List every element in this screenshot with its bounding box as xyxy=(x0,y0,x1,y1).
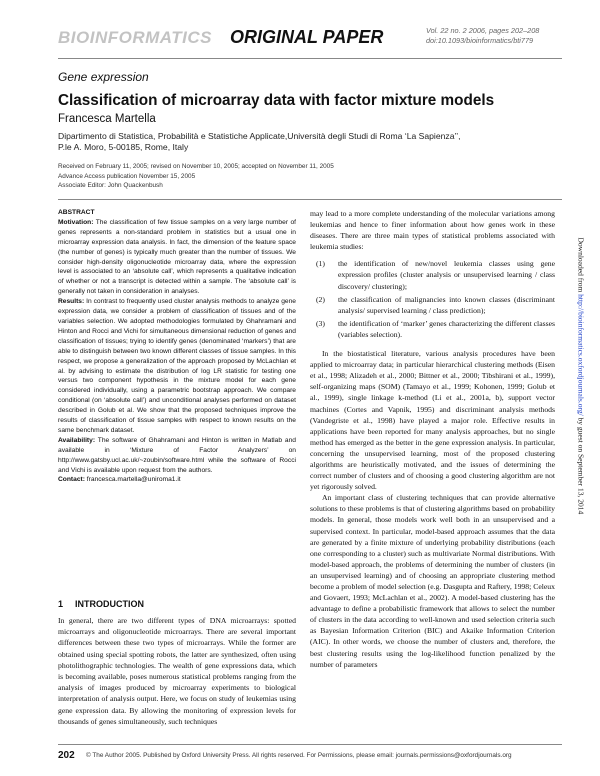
list-text: the classification of malignancies into known classes (discriminant analysis/ supervised learning / class prediction); xyxy=(338,294,555,315)
download-prefix: Downloaded from xyxy=(576,237,586,295)
paragraph: In the biostatistical literature, various analysis procedures have been applied to microarray data; in particular hierarchical clustering methods (Eisen et al., 1998; Alizadeh et al., 2000; Bittner et al., 2000; Tibshirani et al., 1999), self-organizing maps (SOM) (Tamayo et al., 1999; Kohonen, 1999; Golub et al., 1999), single linkage k-method (Li et al., 2001a, b), support vector machines (Cortes and Vapnik, 1995) and discriminant analysis methods (Vandegriste et al., 1998) have played a major role. Effective results in applications have been reported for many analysis approaches, but no single method has emerged as the better in the gene expression analysis. In particular, concerning the unsupervised learning, most of the proposed clustering algorithms are heuristically motivated, and the issues of determining the correct number of clusters and of choosing a good clustering algorithm are not yet rigorously solved. xyxy=(310,349,555,492)
advance-access-line: Advance Access publication November 15, 2005 xyxy=(58,172,196,180)
list-number: (2) xyxy=(316,294,325,304)
section-title: INTRODUCTION xyxy=(75,599,145,609)
introduction-heading xyxy=(58,599,144,609)
abstract xyxy=(58,208,296,485)
editor-line: Associate Editor: John Quackenbush xyxy=(58,182,163,190)
list-item xyxy=(310,294,555,316)
abstract-contact xyxy=(58,475,296,485)
paragraph: An important class of clustering techniques that can provide alternative solutions to these problems is that of clustering algorithms based on probability models. In general, those models work well both in an unsupervised and a supervised context. In particular, model-based approach assumes that the data are generated by a finite mixture of underlying probability distributions (each one corresponding to a cluster) such as multivariate Normal distributions. With model-based approach, the problems of determining the number of clusters (in an unsupervised learning) and of choosing an appropriate clustering method become a problem of model selection (e.g. Dasgupta and Raftery, 1998; Celeux and Govaert, 1993; McLachlan et al., 2002). A model-based clustering has the advantage to define a probabilistic framework that allows to select the number of clusters in the data according to well-known and used selection criteria such as Bayesian Information Criterion (BIC) and Akaike Information Criterion (AIC). In other words, we choose the number of clusters and, therefore, the best clustering results using the log-likelihood function penalized by the number of parameters xyxy=(310,493,555,669)
download-sidebar xyxy=(574,237,588,720)
motivation-label: Motivation: xyxy=(58,218,94,226)
introduction-body: In general, there are two different types of DNA microarrays: spotted microarrays and oligonucleotide microarrays. There are several important differences between these two types of microarrays. While the former are obtained using special spotting robots, the latter are synthesized, often using photolithographic technologies. The wealth of gene expressions data, which is becoming available, poses numerous statistical problems ranging from the analysis of images produced by microarray experiments to biological interpretation of analysis output. Here, we focus on study of leukemias using gene expression data. By allowing the monitoring of expression levels for thousands of genes simultaneously, such techniques xyxy=(58,616,296,726)
list-text: the identification of ‘marker’ genes characterizing the different classes (variables selection). xyxy=(338,318,555,339)
paragraph: may lead to a more complete understanding of the molecular variations among leukemias and hence to finer information about how genes work in these diseases. There are three main types of statistical problems associated with leukemia studies: xyxy=(310,209,555,252)
availability-text: The software of Ghahramani and Hinton is written in Matlab and available in ‘Mixture of Factor Analyzers’ on http://www.gatsby.ucl.ac.uk/~zoubin/software.html while the software of Rocci and Vichi is available upon request from the authors. xyxy=(58,436,296,474)
results-text: In contrast to frequently used cluster analysis methods to analyze gene expression data, we consider a problem of classification of tissues and of the variables selection. We adopted methodologies formulated by Ghahramani and Hinton and Rocci and Vichi for simultaneous dimensional reduction of genes and classification of tissues; trying to identify genes (denominated ‘markers’) that are able to distinguish between two known different classes of tissue samples. In this respect, we propose a generalization of the approach proposed by McLachlan et al. by advising to estimate the distribution of log LR statistic for testing one versus two component hypothesis in the mixture model for each gene considered individually, using a parametric bootstrap approach. We compare conditional (on ‘absolute call’) and unconditional analyses performed on dataset described in Golub et al. We show that the proposed techniques improve the results of classification of tissue samples with respect to known results on the same benchmark dataset. xyxy=(58,298,296,434)
doi-line: doi:10.1093/bioinformatics/bti779 xyxy=(426,35,534,45)
section-label: Gene expression xyxy=(58,70,149,84)
results-label: Results: xyxy=(58,298,85,306)
contact-email[interactable]: francesca.martella@uniroma1.it xyxy=(86,476,181,484)
publication-dates xyxy=(58,162,568,191)
volume-line: Vol. 22 no. 2 2006, pages 202–208 xyxy=(426,26,540,35)
page-header xyxy=(58,14,562,56)
download-suffix: by guest on September 13, 2014 xyxy=(576,415,586,515)
affiliation xyxy=(58,131,568,153)
list-number: (3) xyxy=(316,318,325,328)
title-rule xyxy=(58,199,562,200)
journal-link[interactable]: http://bioinformatics.oxfordjournals.org/ xyxy=(576,294,586,416)
affiliation-line: Dipartimento di Statistica, Probabilità e Statistiche Applicate,Università degli Studi di Roma ‘La Sapienza’’, xyxy=(58,131,461,141)
abstract-motivation xyxy=(58,218,296,297)
received-line: Received on February 11, 2005; revised on November 10, 2005; accepted on November 11, 2005 xyxy=(58,163,334,170)
page-number: 202 xyxy=(58,750,75,761)
section-number: 1 xyxy=(58,599,64,609)
affiliation-line: P.le A. Moro, 5-00185, Rome, Italy xyxy=(58,142,189,152)
right-column xyxy=(310,208,555,670)
list-item xyxy=(310,258,555,291)
motivation-text: The classification of few tissue samples on a very large number of genes represents a non-standard problem in statistics but a usual one in microarray expression data analysis. In fact, the dimension of the feature space (the number of genes) is typically much greater than the number of tissues. We consider high-density oligonucleotide microarray data, where the expression level is associated to an ‘absolute call’, which represents a qualitative indication of whether or not a transcript is detected within a sample. The ‘absolute call’ is generally not taken in consideration in analyses. xyxy=(58,218,296,296)
list-item xyxy=(310,318,555,340)
abstract-heading: ABSTRACT xyxy=(58,209,95,216)
problem-list xyxy=(310,258,555,340)
volume-info xyxy=(426,26,566,45)
header-rule xyxy=(58,58,562,59)
copyright-notice: © The Author 2005. Published by Oxford University Press. All rights reserved. For Permissions, please email: journals.permissions@oxfordjournals.org xyxy=(86,752,512,759)
list-text: the identification of new/novel leukemia classes using gene expression profiles (cluster analysis or unsupervised learning / class discovery/ clustering); xyxy=(338,259,555,291)
list-number: (1) xyxy=(316,259,325,269)
paper-title: Classification of microarray data with factor mixture models xyxy=(58,92,495,109)
author-name: Francesca Martella xyxy=(58,113,156,125)
contact-label: Contact: xyxy=(58,476,85,484)
journal-name: BIOINFORMATICS xyxy=(58,28,213,47)
footer-rule xyxy=(58,744,562,745)
availability-label: Availability: xyxy=(58,436,96,444)
abstract-availability xyxy=(58,436,296,476)
download-notice xyxy=(577,238,586,712)
abstract-results xyxy=(58,297,296,436)
paper-type: ORIGINAL PAPER xyxy=(230,27,384,47)
